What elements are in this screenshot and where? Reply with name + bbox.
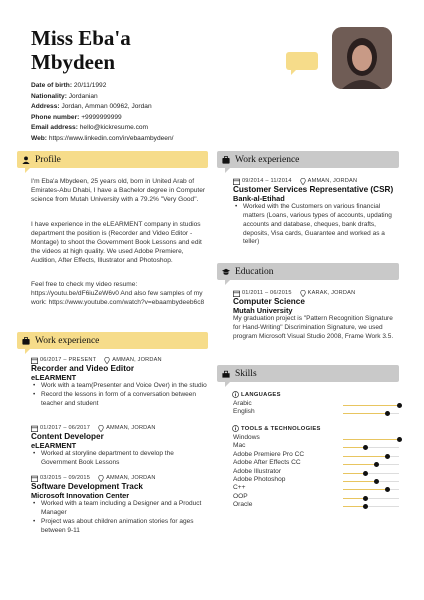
education-title: Education xyxy=(235,266,274,277)
location-pin-icon xyxy=(300,290,306,297)
employer: eLEARMENT xyxy=(31,441,77,451)
skill-row xyxy=(233,408,399,416)
education-entry xyxy=(233,289,401,342)
profile-section-header xyxy=(17,151,208,168)
job-bullet: • Project was about children animation stories for ages between 9-11 xyxy=(31,518,207,535)
phone-number: +9999999999 xyxy=(81,113,122,121)
work-experience-title-right: Work experience xyxy=(235,154,300,165)
calendar-icon xyxy=(31,425,38,432)
skill-level-fill xyxy=(343,413,388,414)
employer: Bank-al-Etihad xyxy=(233,194,285,204)
speech-bubble-decoration xyxy=(286,52,318,70)
calendar-icon xyxy=(233,290,240,297)
skill-level-bar xyxy=(343,506,399,507)
skill-level-fill xyxy=(343,489,388,490)
personal-details: Date of birth: 20/11/1992 Nationality: Jordanian Address: Jordan, Amman 00962, Jordan Phone number: +9999999999 Email address: hello@kickresume.com Web: https://www.linkedin.com/in/ebaambydeen/ xyxy=(31,82,174,142)
skills-section-header xyxy=(217,365,399,382)
skill-row xyxy=(233,451,399,459)
birth-date: 20/11/1992 xyxy=(73,82,107,89)
skill-level-bar xyxy=(343,498,399,499)
location-pin-icon xyxy=(104,357,110,364)
school: Mutah University xyxy=(233,306,293,316)
skill-row xyxy=(233,434,399,442)
job-bullet: • Record the lessons in form of a conversation between teacher and student xyxy=(31,391,207,408)
skill-row xyxy=(233,459,399,467)
calendar-icon xyxy=(233,178,240,185)
job-role: Customer Services Representative (CSR) xyxy=(233,185,394,194)
work-entry xyxy=(31,424,207,468)
skill-level-fill xyxy=(343,456,388,457)
job-bullets xyxy=(31,450,207,467)
skill-level-dot xyxy=(363,445,368,450)
job-role: Software Development Track xyxy=(31,482,143,491)
skill-name: Adobe Photoshop xyxy=(233,476,286,483)
skill-level-bar xyxy=(343,489,399,490)
education-description: My graduation project is "Pattern Recognition Signature for Hand-Writing" Discrimination Signature, we used program Microsoft Visual Studio 2008, Frame Work 3.5. xyxy=(233,315,394,340)
profile-paragraph-1: I'm Eba'a Mbydeen, 25 years old, born in United Arab of Emirates-Abu Dhabi, I have a Bachelor degree in Computer science from Mutah University with a 79.2% "Very Good". xyxy=(31,178,206,203)
name-line-2: Mbydeen xyxy=(31,50,115,74)
job-role: Content Developer xyxy=(31,432,104,441)
skill-name: Arabic xyxy=(233,400,252,407)
skill-level-dot xyxy=(374,479,379,484)
skill-row xyxy=(233,484,399,492)
profile-photo xyxy=(332,27,392,89)
work-experience-title-left: Work experience xyxy=(35,335,100,346)
skill-name: Adobe Premiere Pro CC xyxy=(233,450,305,458)
work-entry xyxy=(31,474,207,535)
job-role: Recorder and Video Editor xyxy=(31,364,135,373)
work-location: AMMAN, JORDAN xyxy=(106,425,156,431)
skill-level-dot xyxy=(374,462,379,467)
languages-group-label: LANGUAGES xyxy=(232,391,281,398)
job-bullet: • Worked at storyline department to develop the Government Book Lessons xyxy=(31,450,207,467)
skill-name: C++ xyxy=(233,484,246,492)
calendar-icon xyxy=(31,475,38,482)
skill-level-dot xyxy=(385,454,390,459)
location-pin-icon xyxy=(98,475,104,482)
education-dates: 01/2011 – 06/2015 xyxy=(242,290,292,296)
skill-level-bar xyxy=(343,481,399,482)
profile-paragraph-3: Feel free to check my video resume: https://youtu.be/dF6iuZeW6v0 And also few samples of my work: https://www.youtube.com/watch?v=ebaambydeeb6c8 xyxy=(31,281,205,306)
skill-row xyxy=(233,476,399,484)
skill-name: Oracle xyxy=(233,501,253,509)
name-line-1: Miss Eba'a xyxy=(31,26,131,50)
skill-row xyxy=(233,442,399,450)
education-location: KARAK, JORDAN xyxy=(307,290,356,296)
work-experience-section-header-right xyxy=(217,151,399,168)
job-bullet: • Work with a team(Presenter and Voice Over) in the studio xyxy=(31,382,207,391)
skill-row xyxy=(233,400,399,408)
skill-level-bar xyxy=(343,439,399,440)
job-bullets xyxy=(233,203,401,247)
skill-level-dot xyxy=(363,471,368,476)
location-pin-icon xyxy=(98,425,104,432)
skill-level-dot xyxy=(385,487,390,492)
skill-name: Mac xyxy=(233,442,246,450)
employer: eLEARMENT xyxy=(31,373,77,383)
job-bullets xyxy=(31,500,207,535)
employer: Microsoft Innovation Center xyxy=(31,491,130,501)
tools-group-label: TOOLS & TECHNOLOGIES xyxy=(232,425,321,432)
work-entry xyxy=(233,177,401,247)
work-dates: 01/2017 – 06/2017 xyxy=(40,425,91,431)
skills-title: Skills xyxy=(235,368,257,379)
skill-level-bar xyxy=(343,405,399,406)
skill-level-dot xyxy=(397,403,402,408)
skill-name: Adobe Illustrator xyxy=(233,467,282,475)
skill-level-fill xyxy=(343,405,399,406)
education-section-header xyxy=(217,263,399,280)
work-dates: 06/2017 – PRESENT xyxy=(40,357,97,363)
calendar-icon xyxy=(31,357,38,364)
work-dates: 09/2014 – 11/2014 xyxy=(242,178,292,184)
candidate-name xyxy=(31,26,131,74)
nationality: Jordanian xyxy=(68,92,98,100)
skill-level-bar xyxy=(343,456,399,457)
graduation-cap-icon xyxy=(222,268,230,276)
profile-title: Profile xyxy=(35,154,61,165)
skill-level-dot xyxy=(385,411,390,416)
skill-level-bar xyxy=(343,464,399,465)
job-bullet: • Worked with the Customers on various financial matters (Loans, various types of accounts, updating accounts and database, cheques, bank drafts, deposits, Visa cards, Guarantee and worked as a teller) xyxy=(233,203,401,247)
skill-level-bar xyxy=(343,413,399,414)
skill-level-dot xyxy=(363,504,368,509)
work-location: AMMAN, JORDAN xyxy=(112,357,162,363)
info-icon xyxy=(232,391,239,398)
skill-row xyxy=(233,468,399,476)
skill-name: OOP xyxy=(233,492,248,500)
work-location: AMMAN, JORDAN xyxy=(106,475,156,481)
user-icon xyxy=(22,156,30,164)
skill-level-dot xyxy=(363,496,368,501)
job-bullets xyxy=(31,382,207,408)
skill-level-fill xyxy=(343,464,377,465)
skill-name: English xyxy=(233,408,255,416)
job-bullet: • Worked with a team including a Designer and a Product Manager xyxy=(31,500,207,517)
work-experience-section-header-left xyxy=(17,332,208,349)
skill-level-fill xyxy=(343,481,377,482)
work-dates: 03/2015 – 09/2015 xyxy=(40,475,91,481)
degree: Computer Science xyxy=(233,297,305,306)
info-icon xyxy=(232,425,239,432)
skill-level-fill xyxy=(343,439,399,440)
skill-name: Adobe After Effects CC xyxy=(233,459,301,467)
location-pin-icon xyxy=(300,178,306,185)
briefcase-icon xyxy=(222,156,230,164)
skill-row xyxy=(233,501,399,509)
work-entry xyxy=(31,356,207,409)
tools-icon xyxy=(222,370,230,378)
skill-level-bar xyxy=(343,447,399,448)
work-location: AMMAN, JORDAN xyxy=(307,178,358,184)
skill-row xyxy=(233,493,399,501)
email-link[interactable]: hello@kickresume.com xyxy=(79,124,149,131)
skill-name: Windows xyxy=(233,434,260,441)
briefcase-icon xyxy=(22,337,30,345)
web-link[interactable]: https://www.linkedin.com/in/ebaambydeen/ xyxy=(48,134,174,142)
skill-level-bar xyxy=(343,473,399,474)
skill-level-dot xyxy=(397,437,402,442)
profile-paragraph-2: I have experience in the eLEARMENT company in studios department the position is (Recorder and Video Editor - Montage) to shoot the Government Book Lessons and edit the videos at high quality. We used Adobe Premiere, Audition, After Effects, Illustrator and Photoshop. xyxy=(31,221,202,264)
address: Jordan, Amman 00962, Jordan xyxy=(61,103,152,110)
